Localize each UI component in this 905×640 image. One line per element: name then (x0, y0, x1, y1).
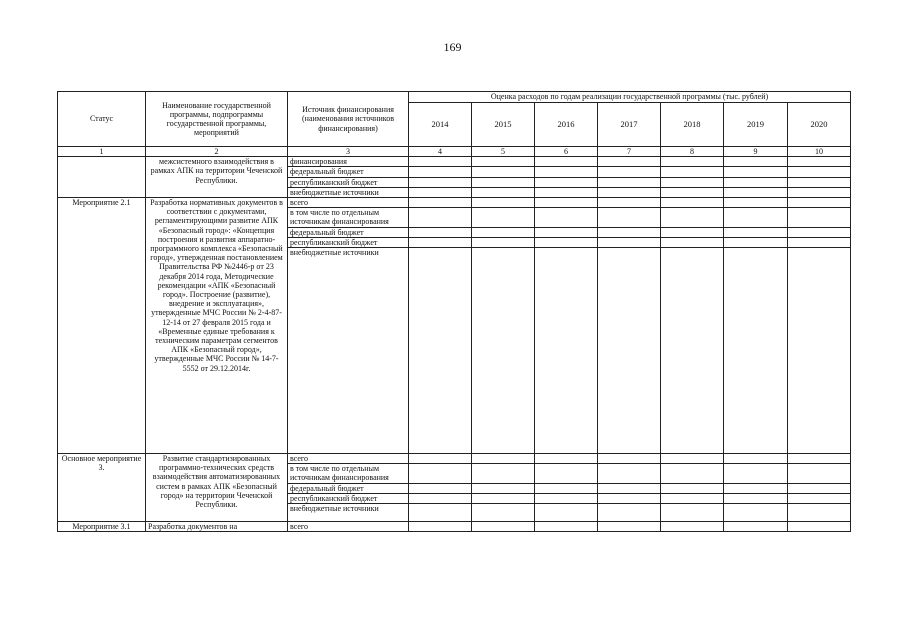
page-number: 169 (443, 40, 462, 54)
amount-cell (724, 177, 788, 187)
budget-table (57, 91, 851, 532)
amount-cell (535, 237, 598, 247)
amount-cell (535, 493, 598, 503)
column-number: 5 (472, 147, 535, 157)
table-row (58, 454, 851, 464)
amount-cell (661, 167, 724, 177)
amount-cell (535, 504, 598, 522)
header-source: Источник финансирования (наименования источников финансирования) (288, 92, 409, 147)
column-number: 10 (788, 147, 851, 157)
amount-cell (661, 157, 724, 167)
table-row (58, 198, 851, 208)
amount-cell (724, 227, 788, 237)
amount-cell (535, 464, 598, 483)
source-cell: финансирования (288, 157, 409, 167)
amount-cell (409, 504, 472, 522)
amount-cell (724, 248, 788, 454)
amount-cell (598, 493, 661, 503)
amount-cell (788, 464, 851, 483)
amount-cell (598, 157, 661, 167)
column-number-row (58, 147, 851, 157)
amount-cell (409, 493, 472, 503)
amount-cell (472, 454, 535, 464)
amount-cell (472, 237, 535, 247)
table-row (58, 157, 851, 167)
column-number: 8 (661, 147, 724, 157)
amount-cell (788, 157, 851, 167)
column-number: 2 (146, 147, 288, 157)
amount-cell (724, 464, 788, 483)
source-cell: федеральный бюджет (288, 167, 409, 177)
amount-cell (598, 483, 661, 493)
amount-cell (724, 504, 788, 522)
header-estimate: Оценка расходов по годам реализации государственной программы (тыс. рублей) (409, 92, 851, 103)
source-cell: федеральный бюджет (288, 227, 409, 237)
amount-cell (661, 493, 724, 503)
source-cell: внебюджетные источники (288, 248, 409, 454)
amount-cell (661, 248, 724, 454)
amount-cell (472, 198, 535, 208)
amount-cell (535, 167, 598, 177)
amount-cell (472, 522, 535, 532)
amount-cell (472, 504, 535, 522)
amount-cell (661, 464, 724, 483)
amount-cell (409, 464, 472, 483)
amount-cell (598, 248, 661, 454)
amount-cell (409, 157, 472, 167)
source-cell: всего (288, 522, 409, 532)
header-year: 2015 (472, 103, 535, 147)
column-number: 6 (535, 147, 598, 157)
measure-name-cell: Разработка нормативных документов в соответствии с документами, регламентирующими развитие АПК «Безопасный город»: «Концепция построения и развития аппаратно-программного комплекса «Безопасный город», утвержденная постановлением Правительства РФ №2446-р от 23 декабря 2014 года, Методические рекомендации «АПК «Безопасный город». Построение (развитие), внедрение и эксплуатация», утвержденные МЧС России № 2-4-87-12-14 от 27 февраля 2015 года и «Временные единые требования к техническим параметрам сегментов АПК «Безопасный город», утвержденные МЧС России № 14-7-5552 от 29.12.2014г. (146, 198, 288, 454)
amount-cell (472, 464, 535, 483)
amount-cell (724, 167, 788, 177)
amount-cell (598, 454, 661, 464)
amount-cell (409, 177, 472, 187)
status-cell: Мероприятие 2.1 (58, 198, 146, 454)
column-number: 4 (409, 147, 472, 157)
amount-cell (788, 504, 851, 522)
amount-cell (724, 198, 788, 208)
amount-cell (409, 227, 472, 237)
amount-cell (788, 237, 851, 247)
amount-cell (724, 208, 788, 227)
amount-cell (788, 208, 851, 227)
amount-cell (535, 177, 598, 187)
amount-cell (788, 522, 851, 532)
amount-cell (598, 237, 661, 247)
amount-cell (724, 157, 788, 167)
amount-cell (535, 483, 598, 493)
header-year: 2014 (409, 103, 472, 147)
amount-cell (472, 248, 535, 454)
amount-cell (535, 227, 598, 237)
amount-cell (472, 167, 535, 177)
amount-cell (472, 483, 535, 493)
amount-cell (409, 187, 472, 197)
measure-name-cell: Разработка документов на (146, 522, 288, 532)
source-cell: всего (288, 454, 409, 464)
amount-cell (788, 493, 851, 503)
amount-cell (661, 483, 724, 493)
amount-cell (661, 454, 724, 464)
header-row (58, 92, 851, 103)
amount-cell (788, 177, 851, 187)
source-cell: всего (288, 198, 409, 208)
column-number: 1 (58, 147, 146, 157)
source-cell: федеральный бюджет (288, 483, 409, 493)
amount-cell (661, 237, 724, 247)
source-cell: республиканский бюджет (288, 237, 409, 247)
status-cell: Основное мероприятие 3. (58, 454, 146, 522)
amount-cell (788, 198, 851, 208)
amount-cell (409, 167, 472, 177)
amount-cell (598, 177, 661, 187)
status-cell: Мероприятие 3.1 (58, 522, 146, 532)
header-status: Статус (58, 92, 146, 147)
amount-cell (472, 493, 535, 503)
source-cell: внебюджетные источники (288, 187, 409, 197)
amount-cell (409, 237, 472, 247)
amount-cell (409, 483, 472, 493)
amount-cell (535, 198, 598, 208)
amount-cell (788, 483, 851, 493)
amount-cell (724, 522, 788, 532)
amount-cell (535, 522, 598, 532)
source-cell: республиканский бюджет (288, 493, 409, 503)
header-year: 2016 (535, 103, 598, 147)
amount-cell (409, 208, 472, 227)
amount-cell (598, 522, 661, 532)
amount-cell (535, 208, 598, 227)
amount-cell (472, 187, 535, 197)
column-number: 9 (724, 147, 788, 157)
amount-cell (409, 454, 472, 464)
amount-cell (472, 208, 535, 227)
source-cell: в том числе по отдельным источникам финансирования (288, 208, 409, 227)
measure-name-cell: Развитие стандартизированных программно-технических средств взаимодействия автоматизированных систем в рамках АПК «Безопасный город» на территории Чеченской Республики. (146, 454, 288, 522)
amount-cell (409, 198, 472, 208)
column-number: 7 (598, 147, 661, 157)
amount-cell (788, 187, 851, 197)
amount-cell (788, 454, 851, 464)
table-row (58, 522, 851, 532)
header-year: 2020 (788, 103, 851, 147)
amount-cell (661, 522, 724, 532)
source-cell: в том числе по отдельным источникам финансирования (288, 464, 409, 483)
amount-cell (598, 167, 661, 177)
status-cell (58, 157, 146, 198)
amount-cell (598, 464, 661, 483)
amount-cell (724, 483, 788, 493)
amount-cell (661, 177, 724, 187)
header-year: 2017 (598, 103, 661, 147)
amount-cell (598, 504, 661, 522)
amount-cell (788, 227, 851, 237)
amount-cell (472, 227, 535, 237)
amount-cell (788, 167, 851, 177)
amount-cell (598, 198, 661, 208)
amount-cell (409, 522, 472, 532)
amount-cell (724, 237, 788, 247)
amount-cell (472, 177, 535, 187)
header-year: 2019 (724, 103, 788, 147)
amount-cell (661, 504, 724, 522)
amount-cell (724, 493, 788, 503)
amount-cell (661, 208, 724, 227)
amount-cell (661, 198, 724, 208)
amount-cell (724, 454, 788, 464)
amount-cell (535, 187, 598, 197)
amount-cell (598, 227, 661, 237)
amount-cell (724, 187, 788, 197)
measure-name-cell: межсистемного взаимодействия в рамках АПК на территории Чеченской Республики. (146, 157, 288, 198)
amount-cell (535, 157, 598, 167)
source-cell: республиканский бюджет (288, 177, 409, 187)
amount-cell (409, 248, 472, 454)
source-cell: внебюджетные источники (288, 504, 409, 522)
amount-cell (472, 157, 535, 167)
column-number: 3 (288, 147, 409, 157)
amount-cell (788, 248, 851, 454)
amount-cell (535, 248, 598, 454)
amount-cell (598, 187, 661, 197)
header-name: Наименование государственной программы, подпрограммы государственной программы, мероприятий (146, 92, 288, 147)
amount-cell (661, 187, 724, 197)
header-year: 2018 (661, 103, 724, 147)
amount-cell (661, 227, 724, 237)
amount-cell (598, 208, 661, 227)
amount-cell (535, 454, 598, 464)
